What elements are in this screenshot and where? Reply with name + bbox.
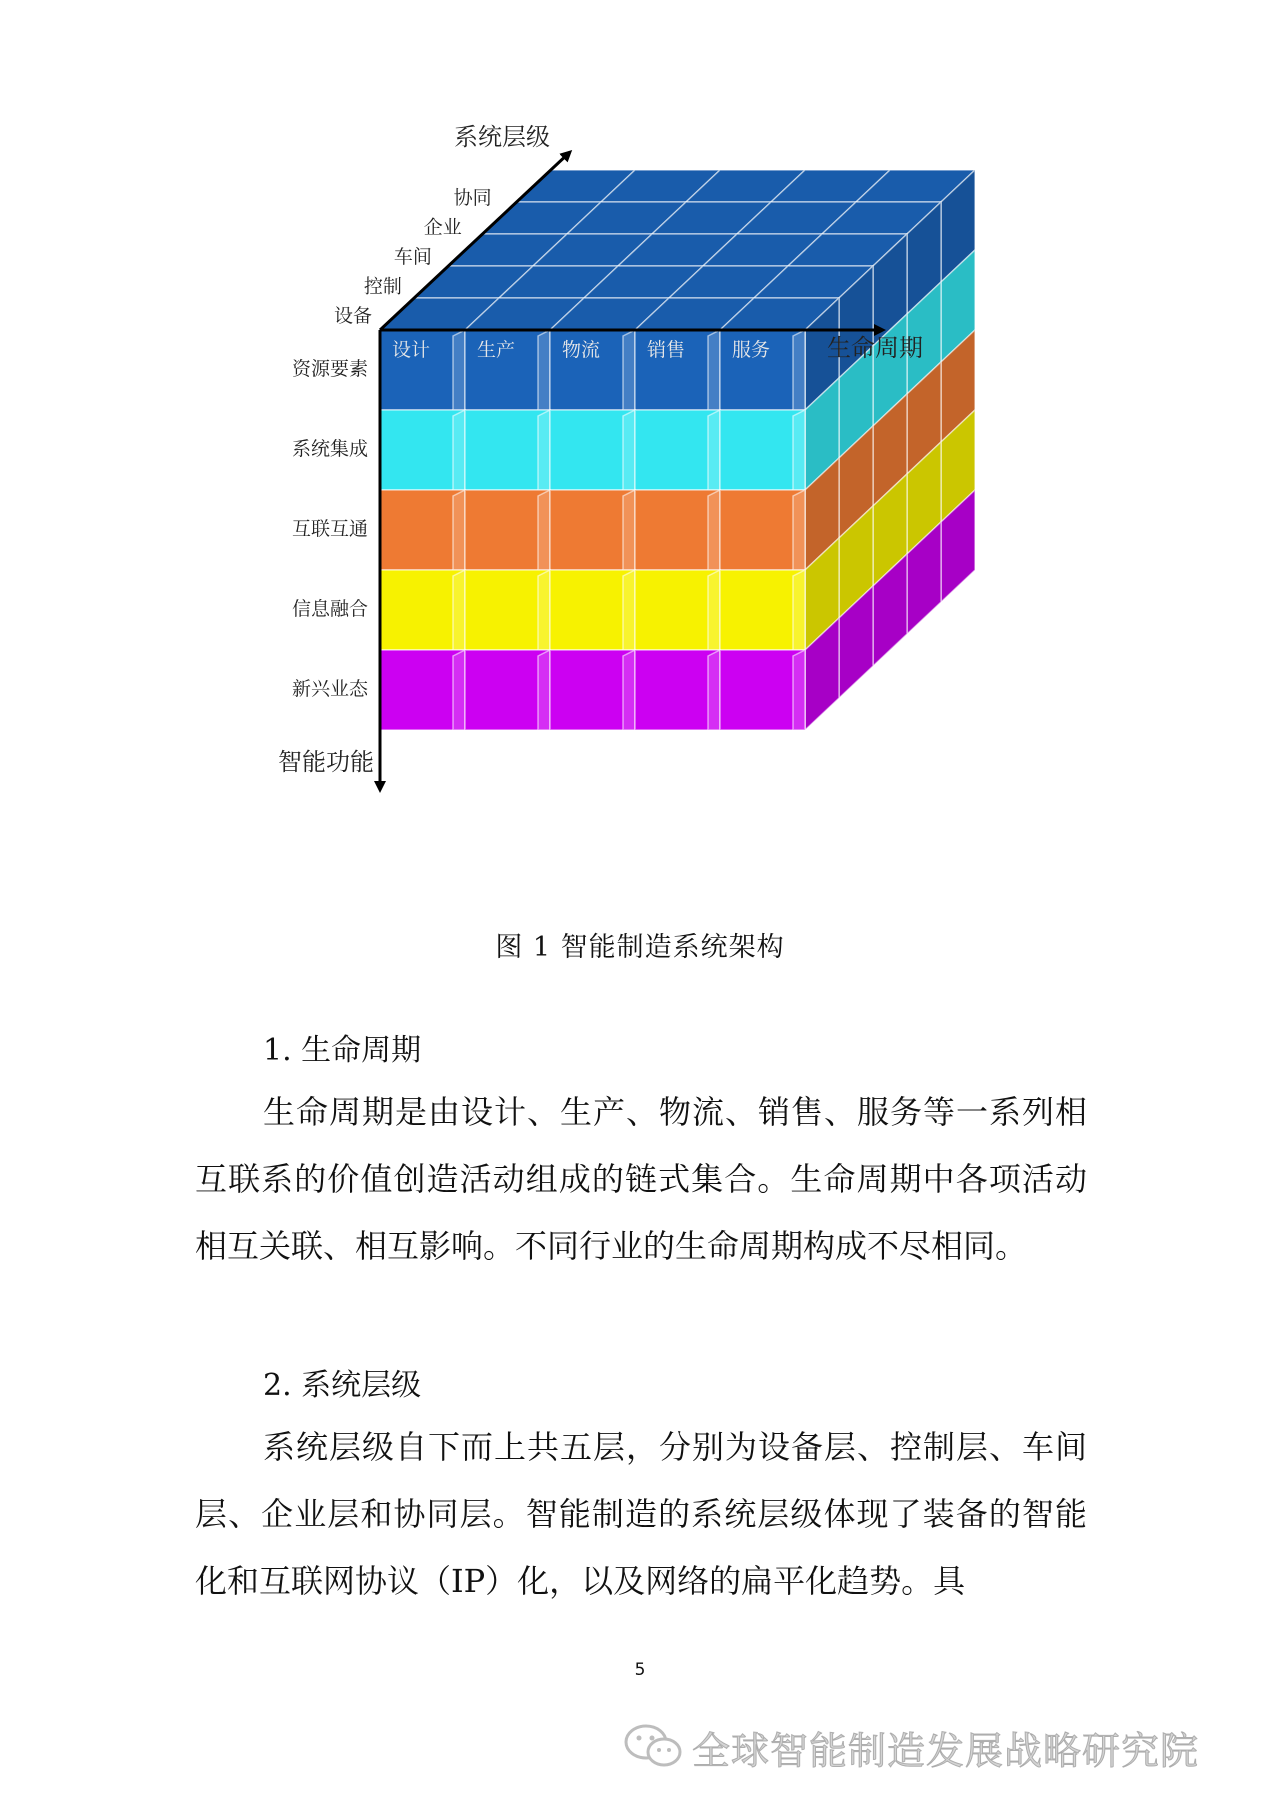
cell-bevel <box>793 570 805 650</box>
cell-bevel <box>538 330 550 410</box>
system-level-label: 设备 <box>333 305 372 327</box>
cell-bevel <box>453 410 465 490</box>
cell-bevel <box>623 570 635 650</box>
system-level-label: 控制 <box>363 275 402 298</box>
figure-caption: 图 1 智能制造系统架构 <box>495 932 785 963</box>
cell-bevel <box>538 410 550 490</box>
cell-bevel <box>453 570 465 650</box>
system-level-label: 车间 <box>393 246 432 269</box>
cell-bevel <box>708 410 720 490</box>
watermark-text: 全球智能制造发展战略研究院 <box>692 1729 1200 1773</box>
life-cycle-stage-label: 物流 <box>562 339 601 361</box>
section-heading-life-cycle: 1. 生命周期 <box>263 1033 422 1068</box>
cell-bevel <box>538 490 550 570</box>
smart-function-label: 信息融合 <box>291 598 368 620</box>
cell-bevel <box>538 650 550 730</box>
cell-bevel <box>793 650 805 730</box>
page-number: 5 <box>634 1660 646 1680</box>
life-cycle-stage-label: 生产 <box>477 339 516 361</box>
cube-blocks <box>380 170 975 730</box>
cell-bevel <box>623 330 635 410</box>
cell-bevel <box>453 330 465 410</box>
watermark <box>620 1716 1260 1776</box>
architecture-cube-diagram <box>278 123 1020 870</box>
cell-bevel <box>538 570 550 650</box>
paragraph-system-level: 系统层级自下而上共五层，分别为设备层、控制层、车间层、企业层和协同层。智能制造的系统层级体现了装备的智能化和互联网协议（IP）化，以及网络的扁平化趋势。具 <box>195 1428 1087 1600</box>
cell-bevel <box>793 410 805 490</box>
smart-function-label: 互联互通 <box>291 518 368 540</box>
architecture-figure <box>278 123 1020 870</box>
cell-bevel <box>708 570 720 650</box>
smart-function-label: 新兴业态 <box>291 678 368 700</box>
cell-bevel <box>708 650 720 730</box>
life-cycle-stage-label: 设计 <box>392 339 431 361</box>
cell-bevel <box>453 650 465 730</box>
cell-bevel <box>708 490 720 570</box>
cell-bevel <box>623 490 635 570</box>
life-cycle-stage-label: 销售 <box>647 339 686 361</box>
smart-function-label: 系统集成 <box>291 438 368 460</box>
cell-bevel <box>793 330 805 410</box>
system-level-label: 企业 <box>423 216 462 239</box>
smart-function-label: 资源要素 <box>291 358 368 380</box>
life-cycle-axis-title: 生命周期 <box>827 334 923 362</box>
smart-function-axis-title: 智能功能 <box>278 748 374 776</box>
wechat-icon <box>620 1716 688 1776</box>
paragraph-life-cycle: 生命周期是由设计、生产、物流、销售、服务等一系列相互联系的价值创造活动组成的链式集合。生命周期中各项活动相互关联、相互影响。不同行业的生命周期构成不尽相同。 <box>195 1093 1087 1265</box>
cell-bevel <box>623 410 635 490</box>
cell-bevel <box>708 330 720 410</box>
system-level-label: 协同 <box>453 187 492 210</box>
cell-bevel <box>623 650 635 730</box>
cell-bevel <box>453 490 465 570</box>
cell-bevel <box>793 490 805 570</box>
section-heading-system-level: 2. 系统层级 <box>263 1368 422 1403</box>
life-cycle-stage-label: 服务 <box>732 339 771 361</box>
system-level-axis-title: 系统层级 <box>454 123 550 151</box>
